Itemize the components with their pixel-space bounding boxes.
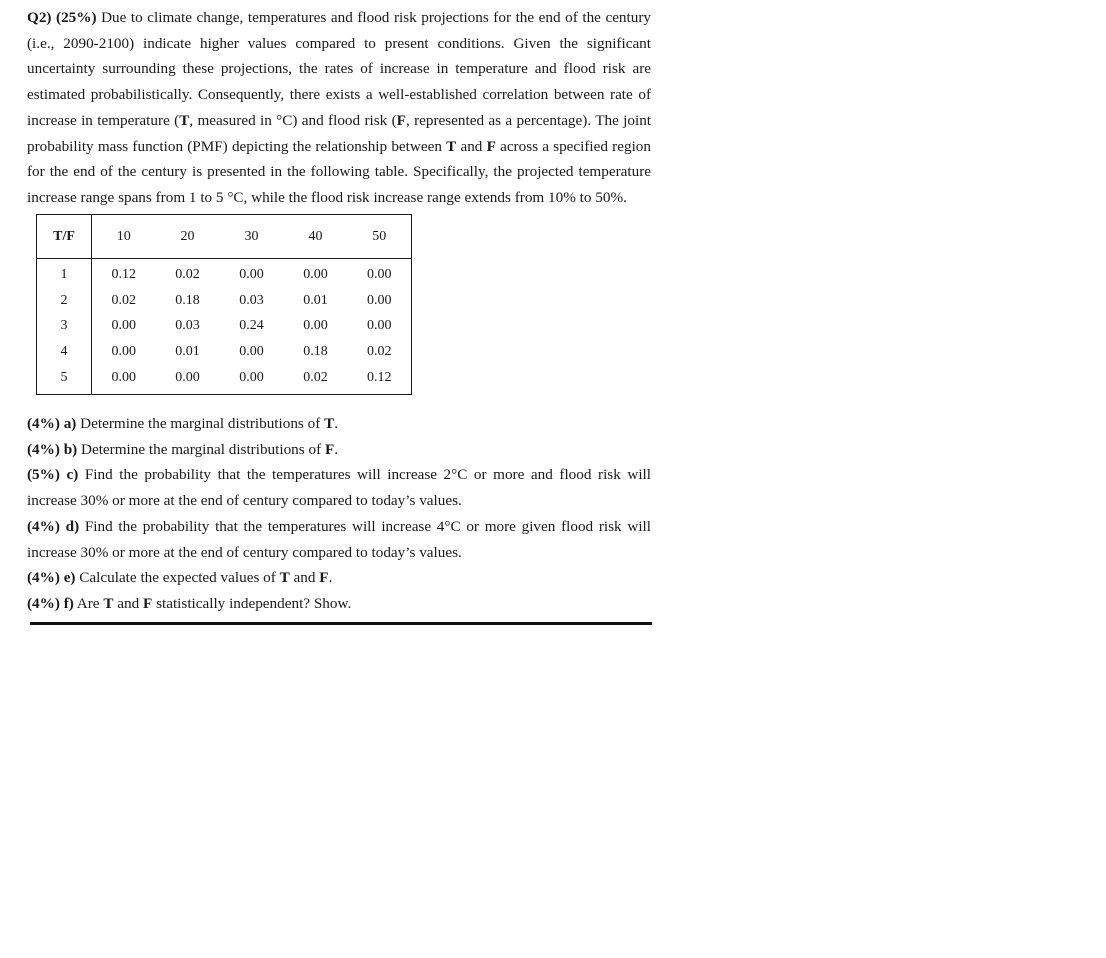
probability-cell: 0.00 (239, 343, 264, 359)
variable-t: T (324, 415, 335, 432)
question-document (27, 5, 652, 612)
question-c-text: Find the probability that the temperatures will increase 2°C or more and flood risk will increase 30% or more at the end of century compared to today’s values. (27, 466, 651, 510)
question-e-text: and (289, 569, 320, 587)
intro-text-1: Due to climate change, temperatures and flood risk projections for the end of the century (i.e., 2090-2100) indicate higher values compared to present conditions. Given the significant uncertainty surrounding these projections, the rates of increase in temperature and flood risk are estimated probabilistically. Consequently, there exists a well-established correlation between rate of increase in temperature ( (27, 9, 651, 129)
question-f-text: statistically independent? Show. (152, 594, 352, 612)
joint-pmf-table (36, 214, 412, 395)
variable-t: T (179, 111, 190, 129)
row-header-temperature: 2 (37, 288, 92, 314)
column-header: 50 (348, 215, 412, 259)
punctuation: . (334, 440, 339, 458)
question-list (27, 411, 651, 617)
column-header: 40 (284, 215, 348, 259)
probability-cell: 0.02 (367, 343, 392, 359)
question-d (27, 514, 651, 565)
table-row (37, 259, 412, 288)
column-header: 30 (220, 215, 284, 259)
probability-cell: 0.03 (175, 318, 200, 334)
variable-t: T (279, 569, 290, 587)
probability-cell: 0.03 (239, 292, 264, 308)
intro-text-2: , measured in °C) and flood risk ( (189, 111, 397, 129)
question-a-label: (4%) a) (27, 415, 77, 432)
variable-t: T (103, 594, 114, 612)
table-row (37, 365, 412, 395)
question-b (27, 437, 651, 463)
question-e-label: (4%) e) (27, 569, 76, 587)
probability-cell: 0.00 (367, 292, 392, 308)
column-header: 10 (92, 215, 156, 259)
probability-cell: 0.18 (175, 292, 200, 308)
probability-cell: 0.12 (111, 266, 136, 282)
question-a (27, 411, 651, 437)
table-row (37, 313, 412, 339)
row-header-temperature: 3 (37, 313, 92, 339)
probability-cell: 0.00 (367, 318, 392, 334)
punctuation: . (328, 569, 333, 587)
variable-f: F (396, 111, 406, 129)
probability-cell: 0.00 (111, 318, 136, 334)
row-header-temperature: 5 (37, 365, 92, 395)
section-divider (30, 622, 652, 625)
probability-cell: 0.12 (367, 369, 392, 385)
table-header-row (37, 215, 412, 259)
variable-f: F (319, 569, 329, 587)
question-b-text: Determine the marginal distributions of (77, 440, 325, 458)
variable-f: F (324, 440, 335, 458)
probability-cell: 0.01 (303, 292, 328, 308)
probability-cell: 0.01 (175, 343, 200, 359)
probability-cell: 0.00 (111, 343, 136, 359)
probability-cell: 0.24 (239, 318, 264, 334)
intro-text-4: and (456, 137, 487, 155)
question-c (27, 462, 651, 513)
row-header-temperature: 4 (37, 339, 92, 365)
question-f-text: Are (73, 594, 104, 612)
question-intro (27, 5, 651, 211)
table-corner-header: T/F (37, 215, 92, 259)
intro-text-5: across a specified region for the end of the century is presented in the following table. Specifically, the projected temperature increase range spans from 1 to 5 °C, while the flood risk increase range extends from 10% to 50%. (27, 137, 651, 206)
table-row (37, 288, 412, 314)
probability-cell: 0.00 (303, 266, 328, 282)
question-label: Q2) (25%) (27, 9, 97, 26)
question-d-text: Find the probability that the temperatures will increase 4°C or more given flood risk will increase 30% or more at the end of century compared to today’s values. (27, 517, 651, 561)
probability-cell: 0.02 (175, 266, 200, 282)
probability-cell: 0.00 (239, 369, 264, 385)
question-e-text: Calculate the expected values of (75, 569, 280, 587)
row-header-temperature: 1 (37, 259, 92, 288)
column-header: 20 (156, 215, 220, 259)
question-d-label: (4%) d) (27, 517, 80, 535)
variable-t: T (446, 137, 457, 155)
probability-cell: 0.02 (303, 369, 328, 385)
question-f (27, 591, 651, 617)
probability-cell: 0.00 (175, 369, 200, 385)
question-c-label: (5%) c) (27, 466, 79, 484)
question-a-text: Determine the marginal distributions of (76, 415, 325, 432)
probability-cell: 0.02 (111, 292, 136, 308)
question-f-label: (4%) f) (27, 594, 74, 612)
variable-f: F (143, 594, 153, 612)
probability-cell: 0.00 (367, 266, 392, 282)
probability-cell: 0.18 (303, 343, 328, 359)
probability-cell: 0.00 (303, 318, 328, 334)
intro-text-3: , represented as a percentage). The joint probability mass function (PMF) depicting the relationship between (27, 111, 652, 155)
question-b-label: (4%) b) (27, 440, 78, 458)
variable-f: F (486, 137, 496, 155)
probability-cell: 0.00 (111, 369, 136, 385)
question-e (27, 565, 651, 591)
table-row (37, 339, 412, 365)
question-f-text: and (113, 594, 144, 612)
punctuation: . (334, 415, 339, 432)
probability-cell: 0.00 (239, 266, 264, 282)
